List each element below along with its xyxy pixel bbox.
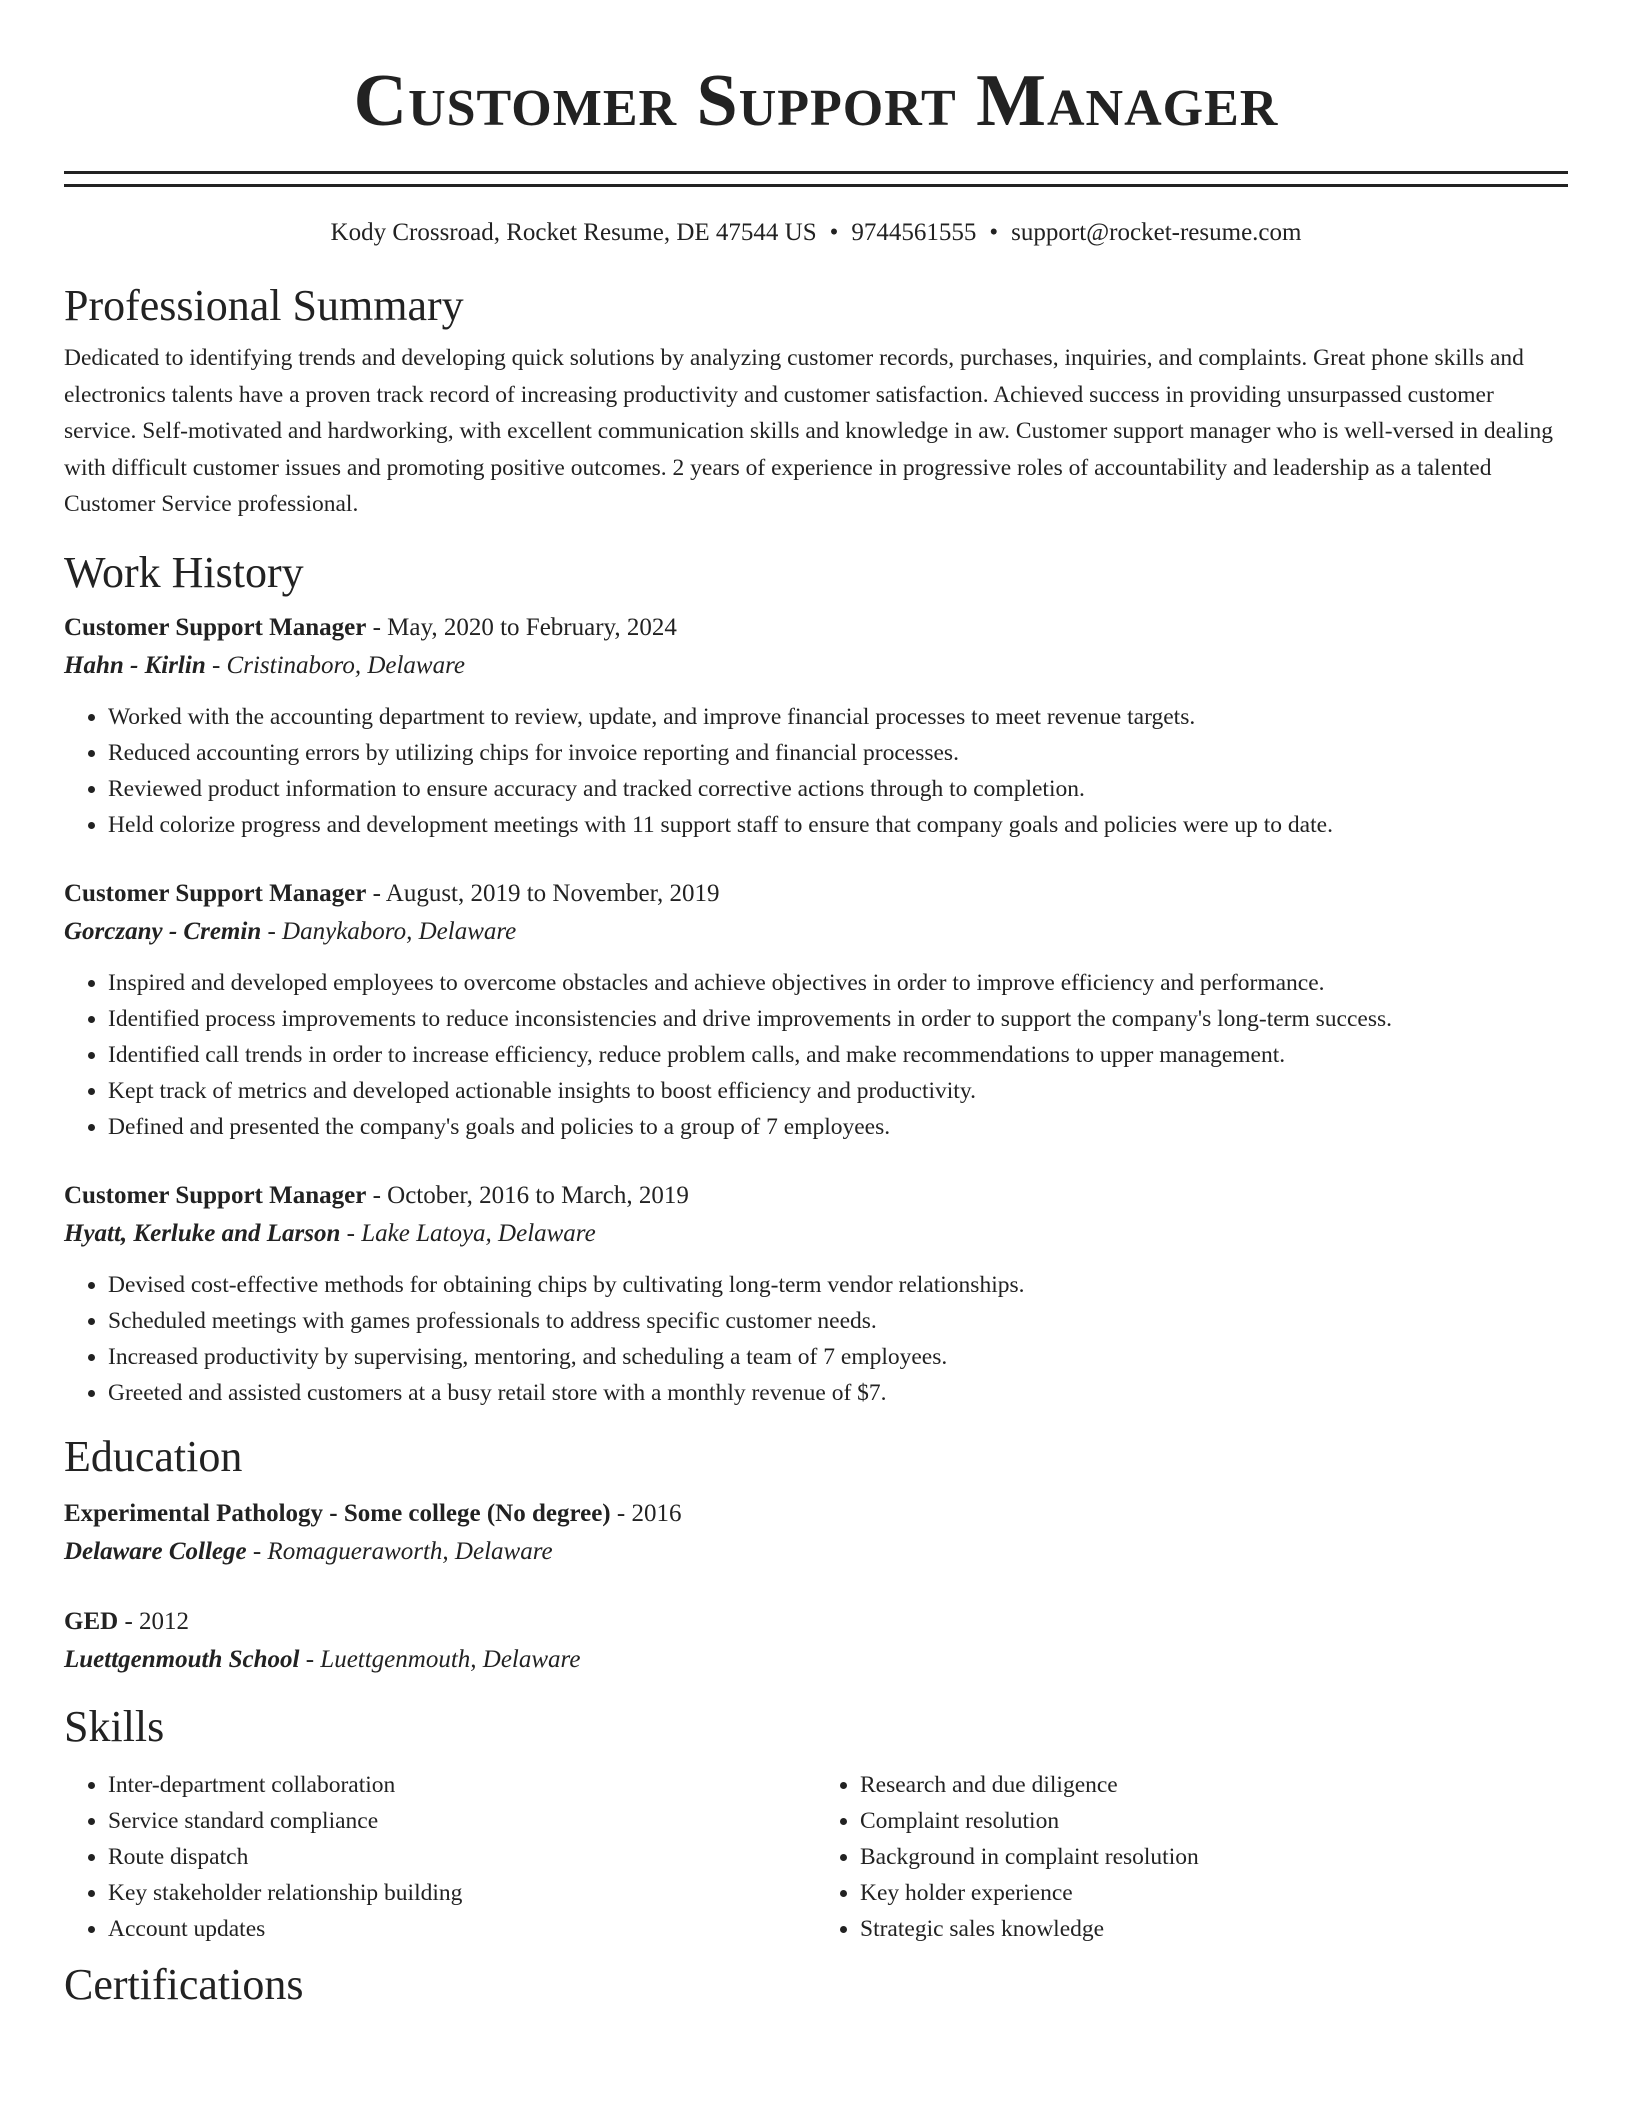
contact-address: Kody Crossroad, Rocket Resume, DE 47544 US [330, 219, 817, 246]
skills-heading: Skills [64, 1701, 165, 1751]
job-title-line [64, 875, 1568, 913]
list-item: • Held colorize progress and development meetings with 11 support staff to ensure that company goals and policies were up to date. [108, 807, 1568, 843]
list-item: • Route dispatch [108, 1839, 816, 1875]
list-item: • Inter-department collaboration [108, 1767, 816, 1803]
job-dates: - May, 2020 to February, 2024 [366, 613, 677, 641]
education-location: - Luettgenmouth, Delaware [299, 1645, 581, 1673]
list-item: • Identified process improvements to reduce inconsistencies and drive improvements in order to support the company's long-term success. [108, 1001, 1568, 1037]
list-item: • Key stakeholder relationship building [108, 1875, 816, 1911]
list-item: • Increased productivity by supervising, mentoring, and scheduling a team of 7 employees. [108, 1339, 1568, 1375]
list-item: • Research and due diligence [860, 1767, 1568, 1803]
list-item: • Defined and presented the company's goals and policies to a group of 7 employees. [108, 1109, 1568, 1145]
skills-list-left [64, 1767, 816, 1947]
list-item: • Strategic sales knowledge [860, 1911, 1568, 1947]
job-company: Hyatt, Kerluke and Larson [64, 1219, 341, 1247]
list-item: • Key holder experience [860, 1875, 1568, 1911]
education-entry [64, 1495, 1568, 1571]
work-history-heading: Work History [64, 547, 304, 597]
education-school-line [64, 1533, 1568, 1571]
education-school: Luettgenmouth School [64, 1645, 300, 1673]
job-location: - Danykaboro, Delaware [261, 917, 517, 945]
job-entry [64, 875, 1568, 1145]
education-school-line [64, 1641, 1568, 1679]
contact-phone: 9744561555 [851, 219, 977, 246]
list-item: • Background in complaint resolution [860, 1839, 1568, 1875]
skills-list-right [816, 1767, 1568, 1947]
resume-title: Customer Support Manager [353, 60, 1279, 142]
education-school: Delaware College [64, 1537, 247, 1565]
job-bullets [64, 699, 1568, 843]
job-title-line [64, 1177, 1568, 1215]
job-title: Customer Support Manager [64, 613, 367, 641]
job-entry [64, 1177, 1568, 1411]
list-item: • Complaint resolution [860, 1803, 1568, 1839]
job-company-line [64, 647, 1568, 685]
list-item: • Reviewed product information to ensure accuracy and tracked corrective actions through to completion. [108, 771, 1568, 807]
job-dates: - October, 2016 to March, 2019 [366, 1181, 689, 1209]
job-bullets [64, 965, 1568, 1145]
job-company: Hahn - Kirlin [64, 651, 206, 679]
job-title: Customer Support Manager [64, 1181, 367, 1209]
education-degree-line [64, 1495, 1568, 1533]
education-degree: Experimental Pathology - Some college (No degree) [64, 1499, 611, 1527]
job-bullets [64, 1267, 1568, 1411]
title-divider [64, 171, 1568, 187]
education-year: - 2016 [610, 1499, 682, 1527]
list-item: • Worked with the accounting department to review, update, and improve financial processes to meet revenue targets. [108, 699, 1568, 735]
list-item: • Inspired and developed employees to overcome obstacles and achieve objectives in order to improve efficiency and performance. [108, 965, 1568, 1001]
summary-heading: Professional Summary [64, 281, 464, 330]
list-item: • Service standard compliance [108, 1803, 816, 1839]
skills-columns [64, 1767, 1568, 1947]
job-title-line [64, 609, 1568, 647]
contact-line [64, 218, 1568, 248]
contact-separator: • [989, 219, 999, 246]
certifications-heading: Certifications [64, 1959, 304, 2009]
list-item: • Devised cost-effective methods for obtaining chips by cultivating long-term vendor relationships. [108, 1267, 1568, 1303]
job-title: Customer Support Manager [64, 879, 367, 907]
education-heading: Education [64, 1431, 243, 1481]
education-degree-line [64, 1603, 1568, 1641]
list-item: • Account updates [108, 1911, 816, 1947]
list-item: • Scheduled meetings with games professionals to address specific customer needs. [108, 1303, 1568, 1339]
list-item: • Kept track of metrics and developed actionable insights to boost efficiency and productivity. [108, 1073, 1568, 1109]
education-location: - Romagueraworth, Delaware [246, 1537, 553, 1565]
job-company: Gorczany - Cremin [64, 917, 262, 945]
contact-separator: • [829, 219, 839, 246]
list-item: • Reduced accounting errors by utilizing chips for invoice reporting and financial processes. [108, 735, 1568, 771]
education-entry [64, 1603, 1568, 1679]
job-company-line [64, 913, 1568, 951]
list-item: • Greeted and assisted customers at a busy retail store with a monthly revenue of $7. [108, 1375, 1568, 1411]
contact-email: support@rocket-resume.com [1011, 219, 1302, 246]
job-entry [64, 609, 1568, 843]
education-degree: GED [64, 1607, 119, 1635]
summary-text: Dedicated to identifying trends and developing quick solutions by analyzing customer records, purchases, inquiries, and complaints. Great phone skills and electronics talents have a proven track record of increasing productivity and customer satisfaction. Achieved success in providing unsurpassed customer service. Self-motivated and hardworking, with excellent communication skills and knowledge in aw. Customer support manager who is well-versed in dealing with difficult customer issues and promoting positive outcomes. 2 years of experience in progressive roles of accountability and leadership as a talented Customer Service professional. [64, 345, 1554, 517]
job-location: - Lake Latoya, Delaware [340, 1219, 596, 1247]
job-location: - Cristinaboro, Delaware [205, 651, 465, 679]
education-year: - 2012 [118, 1607, 190, 1635]
job-dates: - August, 2019 to November, 2019 [366, 879, 720, 907]
job-company-line [64, 1215, 1568, 1253]
list-item: • Identified call trends in order to increase efficiency, reduce problem calls, and make recommendations to upper management. [108, 1037, 1568, 1073]
